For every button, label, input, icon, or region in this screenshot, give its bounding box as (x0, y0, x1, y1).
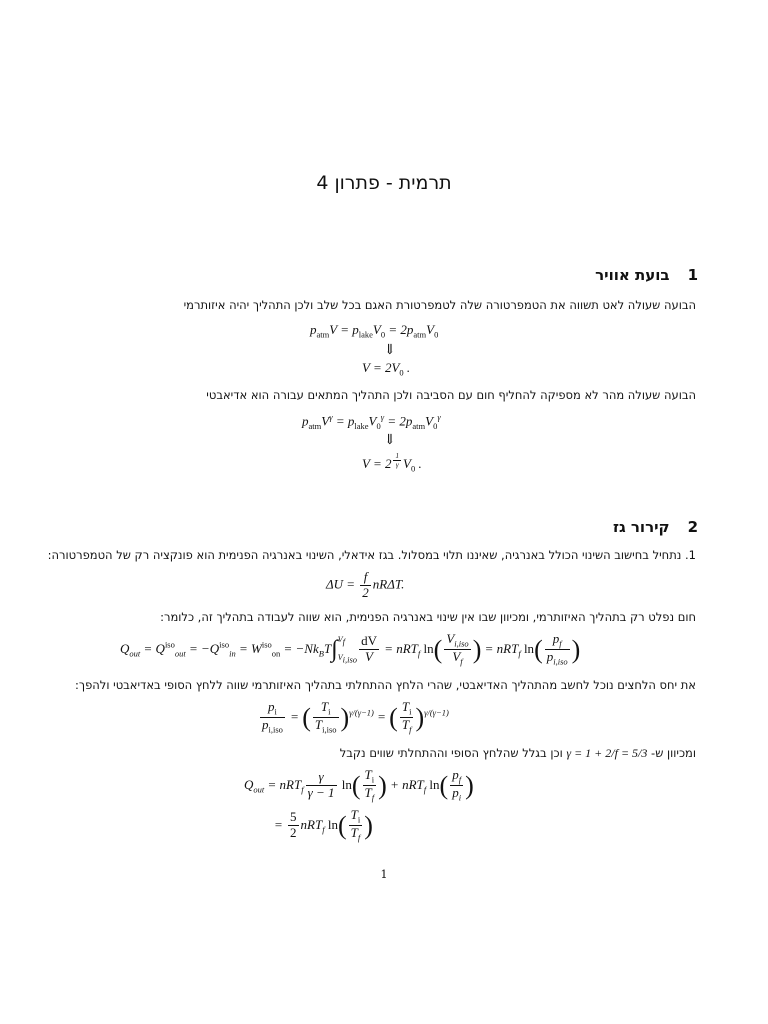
paragraph: הבועה שעולה מהר לא מספיקה להחליף חום עם הסביבה ולכן התהליך המתאים עבורה הוא אדיאבטי (206, 388, 696, 402)
page-title: תרמית - פתרון 4 (316, 172, 452, 194)
section-title: בועת אוויר (595, 266, 670, 284)
paragraph: את יחס הלחצים נוכל לחשב מהתהליך האדיאבטי, שהרי הלחץ ההתחלתי בתהליך האיזותרמי שווה ללחץ הסופי באדיאבטי ולהפך: (75, 678, 696, 692)
equation-heat-out: $Q_{out} = Q^{iso}_{out} = -Q^{iso}_{in} = W^{iso}_{on} = -Nk_BT\int V_f$ $V_{i,iso}$ $\frac{dV}{V}$ = nRT$_f$ ln( $\frac{V_{i,iso}}{V_f}$ ) = nRT$_f$ ln( $\frac{p_f}{p_{i,iso}}$ ) (120, 631, 581, 667)
paragraph-text: ומכיוון ש- (651, 746, 696, 760)
paragraph-text: וכן בגלל שהלחץ הסופי וההתחלתי שווים נקבל (339, 746, 563, 760)
section-heading-2 (613, 518, 698, 536)
equation-isothermal: $p_{atm}V = p_{lake}V_0 = 2p_{atm}V_0$ (310, 322, 439, 340)
equation-pressure-ratio: $\frac{p_i}{p_{i,iso}}$ = ( $\frac{T_i}{T_{i,iso}}$ )$^{\gamma/(\gamma-1)}$ = ( $\frac{T_i}{T_f}$ )$^{\gamma/(\gamma-1)}$ (262, 699, 449, 735)
section-heading-1 (595, 266, 698, 284)
gamma-equation: γ = 1 + 2/f = 5/3 (566, 746, 648, 760)
implies-arrow: ⇓ (384, 433, 396, 448)
equation-adiabatic-result: V = 2 $^{\frac{1}{\gamma}}$ $V_0$ . (362, 452, 422, 474)
implies-arrow: ⇓ (384, 343, 396, 358)
list-item: 1. נתחיל בחישוב השינוי הכולל באנרגיה, שאיננו תלוי במסלול. בגז אידאלי, השינוי באנרגיה הפנימית הוא פונקציה רק של הטמפרטורה: (47, 548, 696, 562)
equation-energy: ΔU = $\frac{f}{2}$ nRΔT. (326, 569, 405, 600)
equation-heat-final-1: $Q_{out} = nRT_f$ $\frac{\gamma}{\gamma - 1}$ ln( $\frac{T_i}{T_f}$ ) + nRT$_f$ ln( $\frac{p_f}{p_i}$ ) (244, 767, 474, 803)
equation-heat-final-2: = $\frac{5}{2}$ nRT$_f$ ln( $\frac{T_i}{T_f}$ ) (274, 807, 373, 843)
section-number: 1 (687, 266, 698, 284)
section-title: קירור גז (612, 518, 670, 536)
paragraph: חום נפלט רק בתהליך האיזותרמי, ומכיוון שבו אין שינוי באנרגיה הפנימית, הוא שווה לעבודה בתהליך זה, כלומר: (160, 610, 696, 624)
page-number: 1 (380, 868, 388, 881)
paragraph (340, 746, 696, 761)
section-number: 2 (687, 518, 698, 536)
equation-adiabatic: $p_{atm}V^\gamma = p_{lake}V_0^\gamma = 2p_{atm}V_0^\gamma$ (302, 412, 441, 431)
paragraph: הבועה שעולה לאט תשווה את הטמפרטורה שלה לטמפרטורת האגם בכל שלב ולכן התהליך יהיה איזותרמי (183, 298, 696, 312)
equation-isothermal-result: $V = 2V_0$ . (362, 360, 411, 378)
